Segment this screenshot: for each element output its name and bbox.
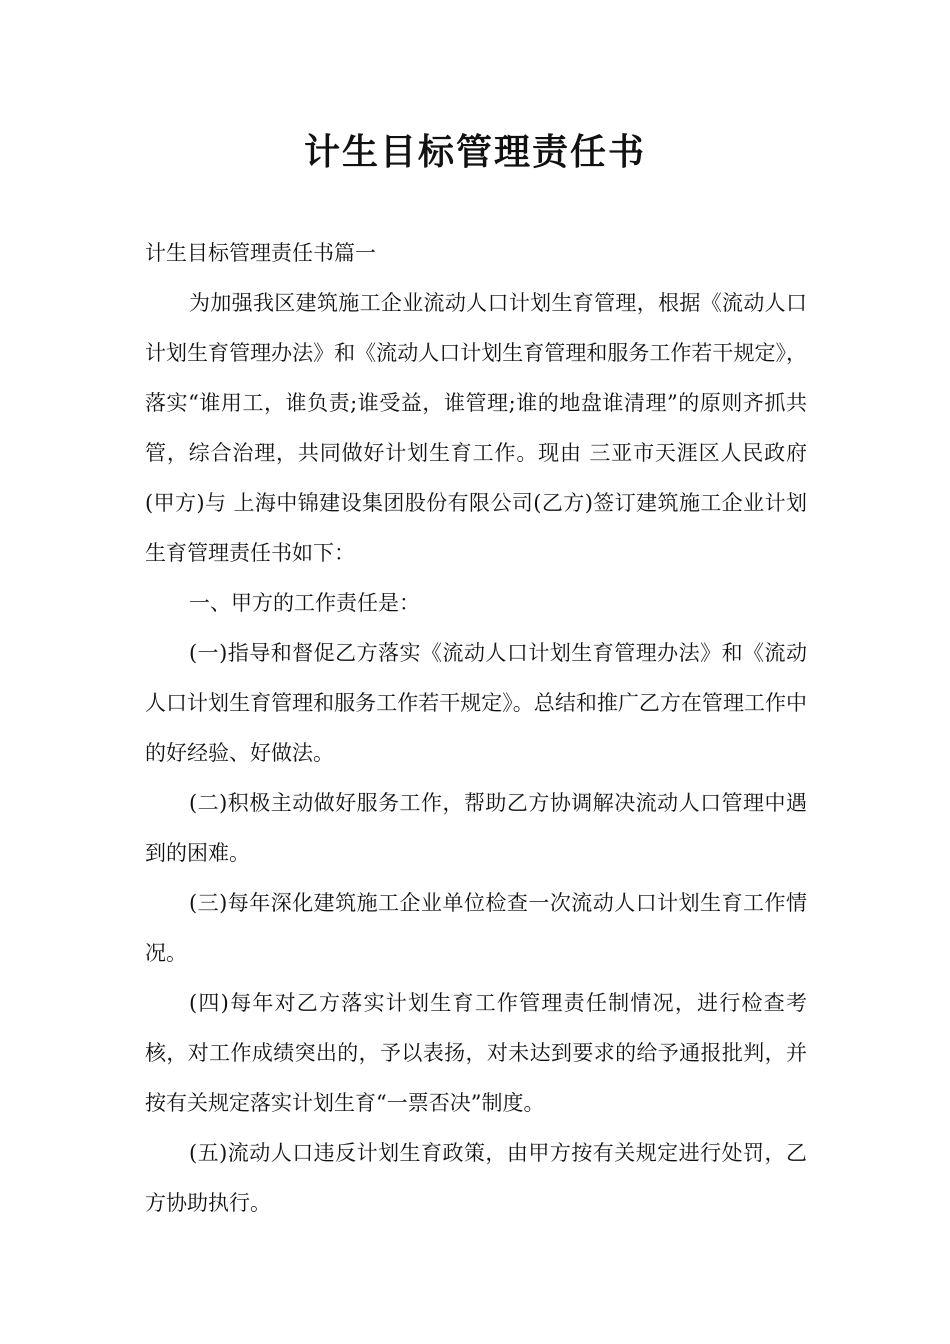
section-heading-party-a: 一、甲方的工作责任是： xyxy=(189,591,420,615)
clause-3: (三)每年深化建筑施工企业单位检查一次流动人口计划生育工作情况。 xyxy=(145,891,807,965)
document-title: 计生目标管理责任书 xyxy=(303,132,646,173)
clause-1: (一)指导和督促乙方落实《流动人口计划生育管理办法》和《流动人口计划生育管理和服务工作若干规定》。总结和推广乙方在管理工作中的好经验、好做法。 xyxy=(145,641,807,765)
document-body xyxy=(145,228,807,1228)
clause-5: (五)流动人口违反计划生育政策，由甲方按有关规定进行处罚，乙方协助执行。 xyxy=(145,1141,807,1215)
paragraph-intro: 为加强我区建筑施工企业流动人口计划生育管理，根据《流动人口计划生育管理办法》和《流动人口计划生育管理和服务工作若干规定》，落实“谁用工，谁负责;谁受益，谁管理;谁的地盘谁清理”的原则齐抓共管，综合治理，共同做好计划生育工作。现由 三亚市天涯区人民政府 (甲方)与 上海中锦建设集团股份有限公司(乙方)签订建筑施工企业计划生育管理责任书如下： xyxy=(145,291,807,565)
clause-2: (二)积极主动做好服务工作，帮助乙方协调解决流动人口管理中遇到的困难。 xyxy=(145,791,807,865)
document-subtitle: 计生目标管理责任书篇一 xyxy=(145,241,376,265)
clause-4: (四)每年对乙方落实计划生育工作管理责任制情况，进行检查考核，对工作成绩突出的，予以表扬，对未达到要求的给予通报批判，并按有关规定落实计划生育“一票否决”制度。 xyxy=(145,991,807,1115)
